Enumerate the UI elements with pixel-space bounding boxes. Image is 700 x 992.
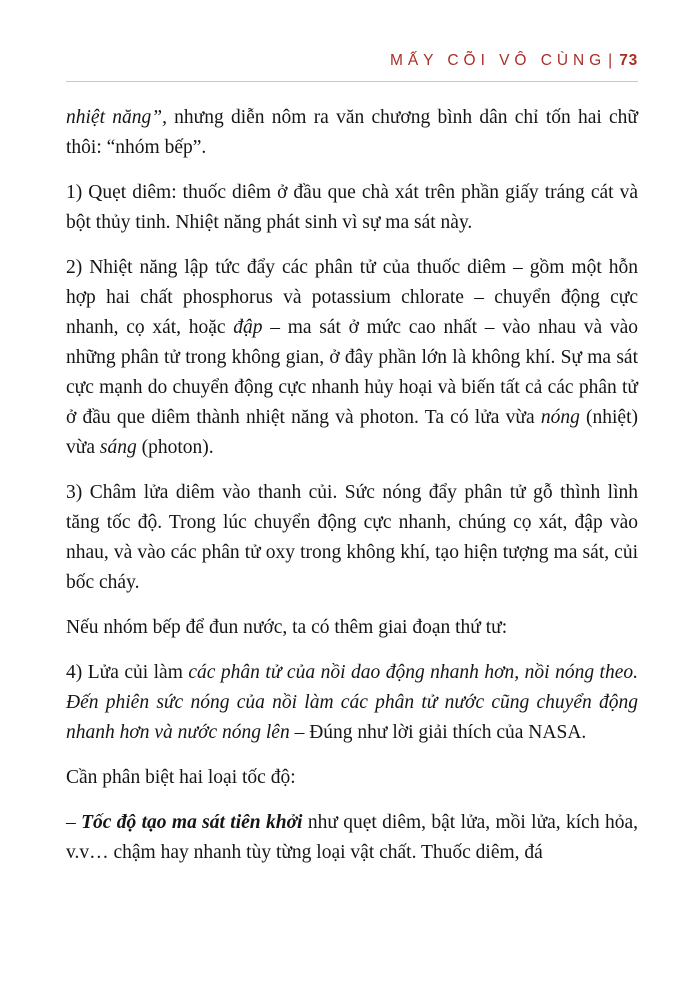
text-run: Cần phân biệt hai loại tốc độ: (66, 766, 296, 788)
text-run: – Đúng như lời giải thích của NASA. (289, 721, 587, 743)
text-run: đập (233, 316, 263, 338)
text-run: Nếu nhóm bếp để đun nước, ta có thêm giai đoạn thứ tư: (66, 616, 508, 638)
text-run: (nhiệt) vừa (66, 406, 638, 458)
paragraph (66, 253, 638, 463)
running-head-title: MẤY CÕI VÔ CÙNG (389, 52, 607, 69)
text-run: 2) Nhiệt năng lập tức đẩy các phân tử của thuốc diêm – gồm một hỗn hợp hai chất phosphorus và potassium chlorate – chuyển động cực nhanh, cọ xát, hoặc (66, 256, 638, 338)
text-run: nóng (540, 406, 580, 428)
paragraph (66, 808, 638, 868)
text-run: 3) Châm lửa diêm vào thanh củi. Sức nóng đẩy phân tử gỗ thình lình tăng tốc độ. Trong lúc chuyển động cực nhanh, chúng cọ xát, đập vào nhau, và vào các phân tử oxy trong không khí, tạo hiện tượng ma sát, củi bốc cháy. (66, 481, 638, 593)
page-header (66, 52, 638, 82)
text-content (66, 103, 638, 868)
header-separator: | (608, 52, 613, 69)
text-run: Tốc độ tạo ma sát tiên khởi (81, 811, 303, 833)
text-run: sáng (99, 436, 137, 458)
text-run: – (66, 811, 82, 833)
paragraph (66, 478, 638, 598)
paragraph (66, 613, 638, 643)
text-run: nhưng diễn nôm ra văn chương bình dân chỉ tốn hai chữ thôi: “nhóm bếp”. (66, 106, 638, 158)
text-run: (photon). (136, 436, 214, 458)
text-run: nhiệt năng”, (66, 106, 167, 128)
paragraph (66, 763, 638, 793)
text-run: các phân tử của nồi dao động nhanh hơn, nồi nóng theo. Đến phiên sức nóng của nồi làm các phân tử nước cũng chuyển động nhanh hơn và nước nóng lên (66, 661, 638, 743)
paragraph (66, 178, 638, 238)
text-run: 4) Lửa củi làm (66, 661, 189, 683)
text-run: – ma sát ở mức cao nhất – vào nhau và vào những phân tử trong không gian, ở đây phần lớn là không khí. Sự ma sát cực mạnh do chuyển động cực nhanh hủy hoại và biến tất cả các phân tử ở đầu que diêm thành nhiệt năng và photon. Ta có lửa vừa (66, 316, 638, 428)
paragraph (66, 103, 638, 163)
text-run: như quẹt diêm, bật lửa, mồi lửa, kích hỏa, v.v… chậm hay nhanh tùy từng loại vật chất. Thuốc diêm, đá (66, 811, 638, 863)
page-number: 73 (619, 52, 638, 69)
text-run: 1) Quẹt diêm: thuốc diêm ở đầu que chà xát trên phần giấy tráng cát và bột thủy tinh. Nhiệt năng phát sinh vì sự ma sát này. (66, 181, 638, 233)
paragraph (66, 658, 638, 748)
